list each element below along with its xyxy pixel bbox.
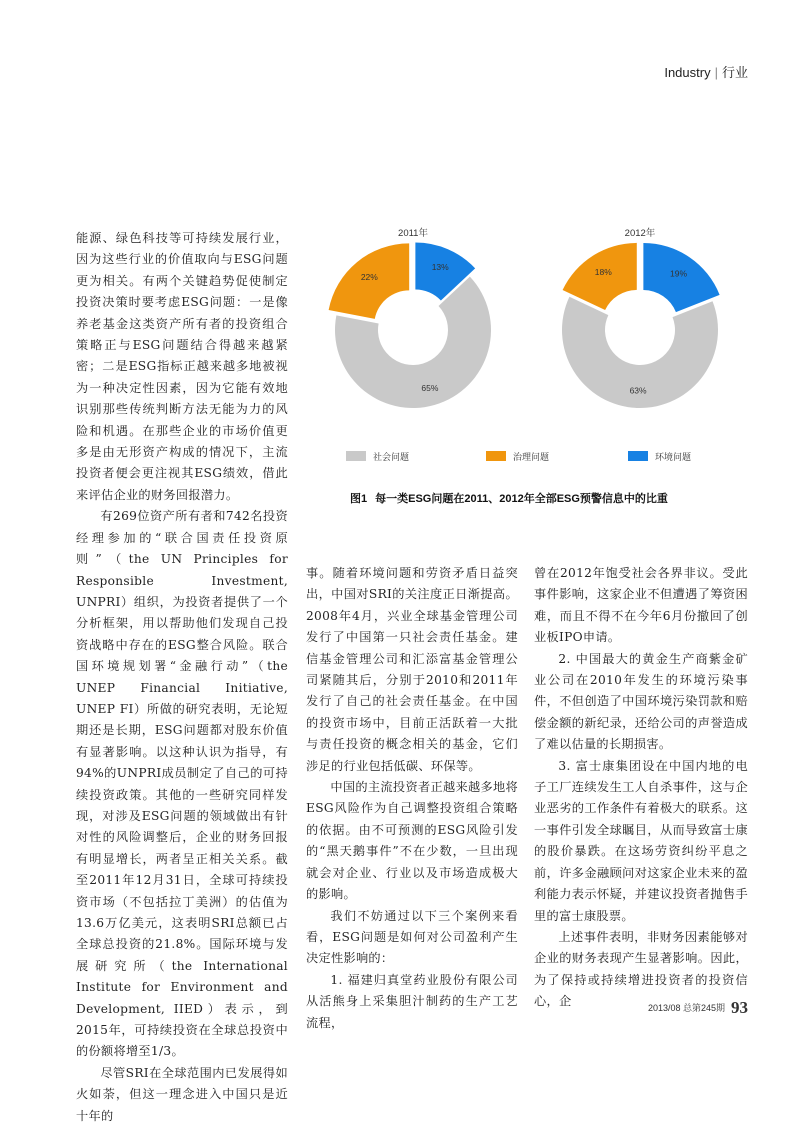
page-number: 93 bbox=[731, 998, 748, 1017]
chart-year-label: 2011年 bbox=[398, 228, 428, 239]
paragraph: 曾在2012年饱受社会各界非议。受此事件影响，这家企业不但遭遇了筹资困难，而且不得不在今年6月份撤回了创业板IPO申请。 bbox=[534, 566, 748, 645]
paragraph: 3. 富士康集团设在中国内地的电子工厂连续发生工人自杀事件，这与企业恶劣的工作条件有着极大的联系。这一事件引发全球瞩目，从而导致富士康的股价暴跌。在这场劳资纠纷平息之前，许多金融顾问对这家企业未来的盈利能力表示怀疑，并建议投资者抛售手里的富士康股票。 bbox=[534, 758, 748, 923]
paragraph: 中国的主流投资者正越来越多地将ESG风险作为自己调整投资组合策略的依据。由不可预测的ESG风险引发的“黑天鹅事件”不在少数，一旦出现就会对企业、行业以及市场造成极大的影响。 bbox=[306, 780, 518, 902]
paragraph: 1. 福建归真堂药业股份有限公司从活熊身上采集胆汁制药的生产工艺流程， bbox=[306, 972, 518, 1030]
caption-title: 每一类ESG问题在2011、2012年全部ESG预警信息中的比重 bbox=[375, 493, 668, 505]
legend-swatch bbox=[628, 451, 648, 461]
paragraph: 上述事件表明，非财务因素能够对企业的财务表现产生显著影响。因此，为了保持或持续增进投资者的投资信心，企 bbox=[534, 929, 748, 1009]
pie-slice-label: 13% bbox=[431, 262, 449, 273]
legend-label: 社会问题 bbox=[373, 452, 410, 462]
section-en: Industry bbox=[664, 65, 711, 80]
paragraph: 事。随着环境问题和劳资矛盾日益突出，中国对SRI的关注度正日渐提高。2008年4月，兴业全球基金管理公司发行了中国第一只社会责任基金。建信基金管理公司和汇添富基金管理公司紧随其后，分别于2010和2011年发行了自己的社会责任基金。在中国的投资市场中，目前正活跃着一大批与责任投资的概念相关的基金，它们涉足的行业包括低碳、环保等。 bbox=[306, 566, 518, 773]
text-column-1 bbox=[76, 228, 288, 1127]
legend-swatch bbox=[346, 451, 366, 461]
page-header: Industry | 行业 bbox=[664, 65, 748, 80]
text-column-2 bbox=[306, 563, 518, 1034]
paragraph: 尽管SRI在全球范围内已发展得如火如荼，但这一理念进入中国只是近十年的 bbox=[76, 1065, 288, 1123]
legend-label: 治理问题 bbox=[513, 452, 550, 462]
pie-chart-svg bbox=[300, 222, 748, 492]
pie-slice-label: 22% bbox=[360, 272, 378, 283]
paragraph: 有269位资产所有者和742名投资经理参加的“联合国责任投资原则”（the UN Principles for Responsible Investment, UNPRI）组织，为投资者提供了一个分析框架，用以帮助他们发现自己投资战略中存在的ESG整合风险。联合国环境规划署“金融行动”（the UNEP Financial Initiative, UNEP FI）所做的研究表明，无论短期还是长期，ESG问题都对股东价值有显著影响。以这种认识为指导，有94%的UNPRI成员制定了自己的可持续投资政策。其他的一些研究同样发现，对涉及ESG问题的领域做出有针对性的风险调整后，企业的财务回报有明显增长，两者呈正相关关系。截至2011年12月31日，全球可持续投资市场（不包括拉丁美洲）的估值为13.6万亿美元，这表明SRI总额已占全球总投资的21.8%。国际环境与发展研究所（the International Institute for Environment and Development, IIED）表示，到2015年，可持续投资在全球总投资中的份额将增至1/3。 bbox=[76, 509, 288, 1059]
text-column-3 bbox=[534, 563, 748, 1013]
pie-slice-label: 63% bbox=[629, 385, 647, 396]
paragraph: 能源、绿色科技等可持续发展行业，因为这些行业的价值取向与ESG问题更为相关。有两个关键趋势促使制定投资决策时要考虑ESG问题：一是像养老基金这类资产所有者的投资组合策略正与ESG问题结合得越来越紧密；二是ESG指标正越来越多地被视为一种决定性因素，因为它能有效地识别那些传统判断方法无能为力的风险和机遇。在那些企业的市场价值更多是由无形资产构成的情况下，主流投资者便会更注视其ESG绩效，借此来评估企业的财务回报潜力。 bbox=[76, 231, 288, 502]
chart-year-label: 2012年 bbox=[624, 228, 656, 239]
paragraph: 我们不妨通过以下三个案例来看看，ESG问题是如何对公司盈利产生决定性影响的： bbox=[306, 908, 518, 966]
pie-slice-label: 65% bbox=[421, 383, 439, 394]
legend-label: 环境问题 bbox=[655, 452, 692, 462]
figure-caption bbox=[350, 490, 750, 506]
pie-charts bbox=[300, 222, 748, 522]
legend-swatch bbox=[486, 451, 506, 461]
page-footer bbox=[648, 998, 748, 1018]
pie-slice-label: 19% bbox=[669, 268, 688, 279]
section-cn: 行业 bbox=[721, 65, 748, 80]
caption-label: 图1 bbox=[350, 493, 368, 505]
issue-info: 2013/08 总第245期 bbox=[647, 1003, 725, 1013]
pie-slice-label: 18% bbox=[594, 267, 612, 278]
paragraph: 2. 中国最大的黄金生产商紫金矿业公司在2010年发生的环境污染事件，不但创造了中国环境污染罚款和赔偿金额的新纪录，还给公司的声誉造成了难以估量的长期损害。 bbox=[534, 651, 748, 752]
